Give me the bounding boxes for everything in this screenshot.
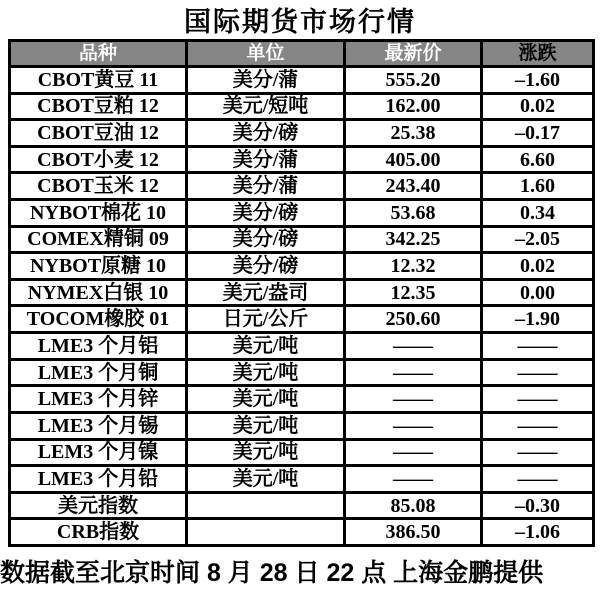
change-cell: —— bbox=[482, 466, 594, 493]
table-row bbox=[10, 173, 594, 200]
table-row bbox=[10, 120, 594, 147]
page-title: 国际期货市场行情 bbox=[184, 7, 416, 37]
price-cell: —— bbox=[345, 439, 482, 466]
table-row bbox=[10, 226, 594, 253]
unit-cell: 美元/盎司 bbox=[187, 279, 345, 306]
price-cell: 12.35 bbox=[345, 279, 482, 306]
change-cell: –1.60 bbox=[482, 67, 594, 94]
change-cell: –1.90 bbox=[482, 306, 594, 333]
price-cell: 342.25 bbox=[345, 226, 482, 253]
unit-cell: 美元/吨 bbox=[187, 412, 345, 439]
data-source-note: 数据截至北京时间 8 月 28 日 22 点 上海金鹏提供 bbox=[0, 559, 544, 587]
unit-cell bbox=[187, 492, 345, 519]
change-cell: –1.06 bbox=[482, 519, 594, 546]
change-cell: 1.60 bbox=[482, 173, 594, 200]
change-cell: —— bbox=[482, 333, 594, 360]
column-header-unit: 单位 bbox=[187, 41, 345, 67]
unit-cell: 美元/吨 bbox=[187, 439, 345, 466]
variety-cell: LEM3 个月镍 bbox=[10, 439, 187, 466]
price-cell: —— bbox=[345, 386, 482, 413]
variety-cell: LME3 个月锡 bbox=[10, 412, 187, 439]
table-row bbox=[10, 253, 594, 280]
column-header-variety: 品种 bbox=[10, 41, 187, 67]
price-cell: 555.20 bbox=[345, 67, 482, 94]
variety-cell: CBOT豆油 12 bbox=[10, 120, 187, 147]
change-cell: —— bbox=[482, 386, 594, 413]
change-cell: –0.17 bbox=[482, 120, 594, 147]
price-cell: 243.40 bbox=[345, 173, 482, 200]
change-cell: –2.05 bbox=[482, 226, 594, 253]
price-cell: 85.08 bbox=[345, 492, 482, 519]
unit-cell: 美分/磅 bbox=[187, 200, 345, 227]
variety-cell: CBOT玉米 12 bbox=[10, 173, 187, 200]
table-row bbox=[10, 412, 594, 439]
variety-cell: NYBOT原糖 10 bbox=[10, 253, 187, 280]
unit-cell: 美元/短吨 bbox=[187, 93, 345, 120]
price-cell: —— bbox=[345, 333, 482, 360]
unit-cell: 美元/吨 bbox=[187, 359, 345, 386]
variety-cell: LME3 个月铝 bbox=[10, 333, 187, 360]
table-row bbox=[10, 306, 594, 333]
variety-cell: CRB指数 bbox=[10, 519, 187, 546]
change-cell: —— bbox=[482, 412, 594, 439]
table-row bbox=[10, 200, 594, 227]
unit-cell: 美元/吨 bbox=[187, 466, 345, 493]
variety-cell: NYMEX白银 10 bbox=[10, 279, 187, 306]
change-cell: 0.00 bbox=[482, 279, 594, 306]
change-cell: 0.02 bbox=[482, 93, 594, 120]
unit-cell: 美分/蒲 bbox=[187, 173, 345, 200]
unit-cell: 美分/磅 bbox=[187, 253, 345, 280]
table-row bbox=[10, 333, 594, 360]
futures-quotes-table bbox=[8, 39, 595, 547]
price-cell: 405.00 bbox=[345, 146, 482, 173]
table-row bbox=[10, 146, 594, 173]
variety-cell: CBOT小麦 12 bbox=[10, 146, 187, 173]
table-body bbox=[10, 67, 594, 546]
unit-cell: 美分/蒲 bbox=[187, 67, 345, 94]
variety-cell: LME3 个月铜 bbox=[10, 359, 187, 386]
change-cell: 0.02 bbox=[482, 253, 594, 280]
price-cell: 162.00 bbox=[345, 93, 482, 120]
column-header-change: 涨跌 bbox=[482, 41, 594, 67]
change-cell: 0.34 bbox=[482, 200, 594, 227]
price-cell: 250.60 bbox=[345, 306, 482, 333]
table-row bbox=[10, 93, 594, 120]
price-cell: 386.50 bbox=[345, 519, 482, 546]
table-row bbox=[10, 492, 594, 519]
variety-cell: COMEX精铜 09 bbox=[10, 226, 187, 253]
variety-cell: CBOT黄豆 11 bbox=[10, 67, 187, 94]
unit-cell: 美元/吨 bbox=[187, 333, 345, 360]
variety-cell: CBOT豆粕 12 bbox=[10, 93, 187, 120]
change-cell: —— bbox=[482, 439, 594, 466]
variety-cell: TOCOM橡胶 01 bbox=[10, 306, 187, 333]
table-row bbox=[10, 386, 594, 413]
price-cell: —— bbox=[345, 466, 482, 493]
table-row bbox=[10, 466, 594, 493]
unit-cell: 日元/公斤 bbox=[187, 306, 345, 333]
column-header-latest-price: 最新价 bbox=[345, 41, 482, 67]
change-cell: –0.30 bbox=[482, 492, 594, 519]
table-row bbox=[10, 359, 594, 386]
table-header-row bbox=[10, 41, 594, 67]
table-row bbox=[10, 519, 594, 546]
table-row bbox=[10, 67, 594, 94]
price-cell: 25.38 bbox=[345, 120, 482, 147]
unit-cell bbox=[187, 519, 345, 546]
unit-cell: 美分/蒲 bbox=[187, 146, 345, 173]
price-cell: 53.68 bbox=[345, 200, 482, 227]
variety-cell: NYBOT棉花 10 bbox=[10, 200, 187, 227]
price-cell: —— bbox=[345, 359, 482, 386]
price-cell: —— bbox=[345, 412, 482, 439]
unit-cell: 美分/磅 bbox=[187, 226, 345, 253]
change-cell: 6.60 bbox=[482, 146, 594, 173]
table-row bbox=[10, 279, 594, 306]
variety-cell: 美元指数 bbox=[10, 492, 187, 519]
unit-cell: 美元/吨 bbox=[187, 386, 345, 413]
variety-cell: LME3 个月铅 bbox=[10, 466, 187, 493]
change-cell: —— bbox=[482, 359, 594, 386]
unit-cell: 美分/磅 bbox=[187, 120, 345, 147]
table-row bbox=[10, 439, 594, 466]
price-cell: 12.32 bbox=[345, 253, 482, 280]
variety-cell: LME3 个月锌 bbox=[10, 386, 187, 413]
